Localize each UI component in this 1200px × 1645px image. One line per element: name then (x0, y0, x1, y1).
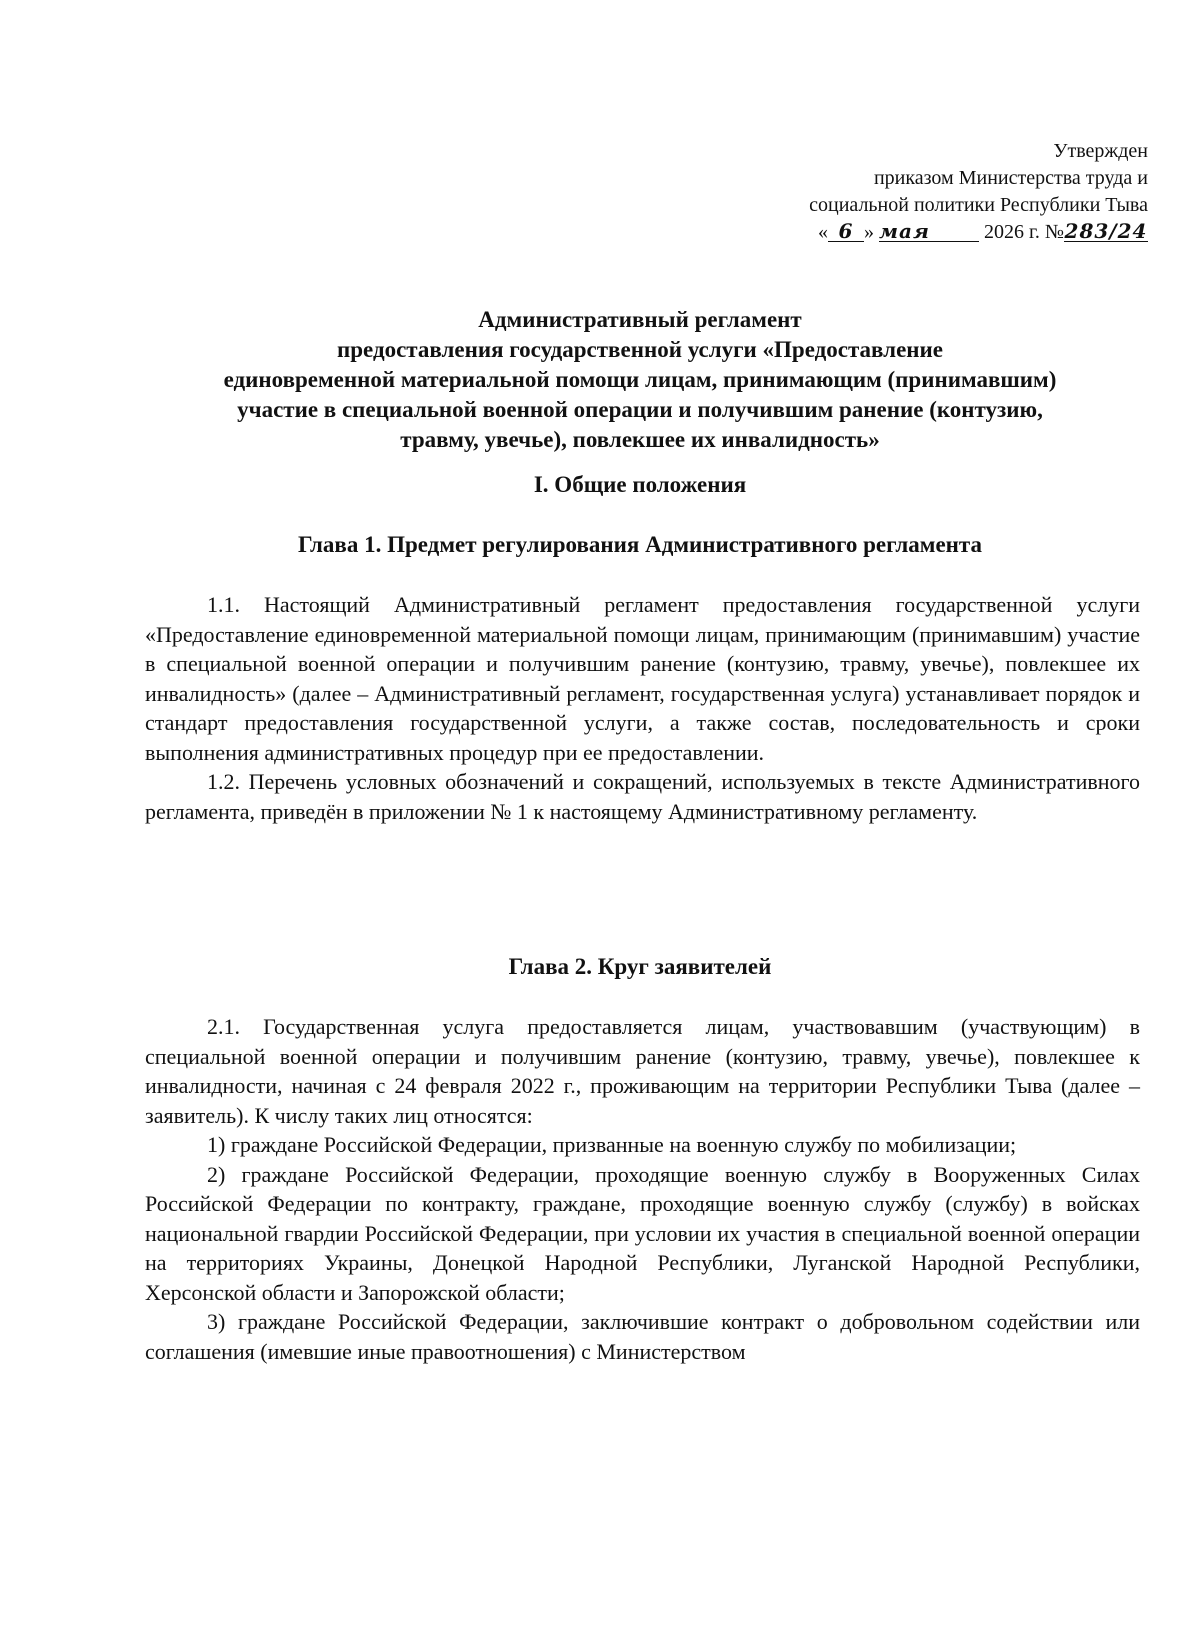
approval-line-ministry: социальной политики Республики Тыва (809, 194, 1148, 216)
approval-line-approved: Утвержден (1053, 140, 1148, 162)
date-day-handwritten: 6 (828, 221, 864, 242)
date-month-handwritten: мая (879, 221, 979, 242)
date-close-quote: » (863, 221, 874, 243)
title-line-2: предоставления государственной услуги «Предоставление (337, 337, 943, 362)
order-number-handwritten: 283/24 (1064, 219, 1148, 243)
document-title (140, 305, 1140, 455)
approval-date-line (809, 219, 1148, 246)
chapter-2-heading: Глава 2. Круг заявителей (508, 954, 772, 979)
paragraph-1-1: 1.1. Настоящий Административный регламент предоставления государственной услуги «Предоставление единовременной материальной помощи лицам, принимающим (принимавшим) участие в специальной военной операции и получившим ранение (контузию, травму, увечье), повлекшее их инвалидность» (далее – Административный регламент, государственная услуга) устанавливает порядок и стандарт предоставления государственной услуги, а также состав, последовательность и сроки выполнения административных процедур при ее предоставлении. (145, 592, 1140, 765)
title-line-5: травму, увечье), повлекшее их инвалидность» (400, 427, 880, 452)
title-line-1: Административный регламент (478, 307, 802, 332)
section-heading-general-provisions: I. Общие положения (533, 472, 747, 497)
paragraph-2-1: 2.1. Государственная услуга предоставляется лицам, участвовавшим (участвующим) в специальной военной операции и получившим ранение (контузию, травму, увечье), повлекшее к инвалидности, начиная с 24 февраля 2022 г., проживающим на территории Республики Тыва (далее – заявитель). К числу таких лиц относятся: (145, 1014, 1140, 1128)
list-item-3: 3) граждане Российской Федерации, заключившие контракт о добровольном содействии или соглашения (имевшие иные правоотношения) с Министерством (145, 1309, 1140, 1364)
date-year-label: 2026 г. № (983, 221, 1064, 243)
paragraph-1-2: 1.2. Перечень условных обозначений и сокращений, используемых в тексте Административного регламента, приведён в приложении № 1 к настоящему Административному регламенту. (145, 769, 1140, 824)
chapter-1-body (145, 590, 1140, 826)
approval-stamp-block (809, 138, 1148, 246)
date-open-quote: « (817, 221, 828, 243)
approval-line-order: приказом Министерства труда и (873, 167, 1148, 189)
chapter-1-heading: Глава 1. Предмет регулирования Административного регламента (297, 532, 982, 557)
title-line-3: единовременной материальной помощи лицам, принимающим (принимавшим) (223, 367, 1057, 392)
list-item-1: 1) граждане Российской Федерации, призванные на военную службу по мобилизации; (207, 1132, 1017, 1157)
title-line-4: участие в специальной военной операции и получившим ранение (контузию, (237, 397, 1043, 422)
list-item-2: 2) граждане Российской Федерации, проходящие военную службу в Вооруженных Силах Российской Федерации по контракту, граждане, проходящие военную службу (службу) в войсках национальной гвардии Российской Федерации, при условии их участия в специальной военной операции на территориях Украины, Донецкой Народной Республики, Луганской Народной Республики, Херсонской области и Запорожской области; (145, 1161, 1140, 1305)
chapter-2-body (145, 1012, 1140, 1366)
